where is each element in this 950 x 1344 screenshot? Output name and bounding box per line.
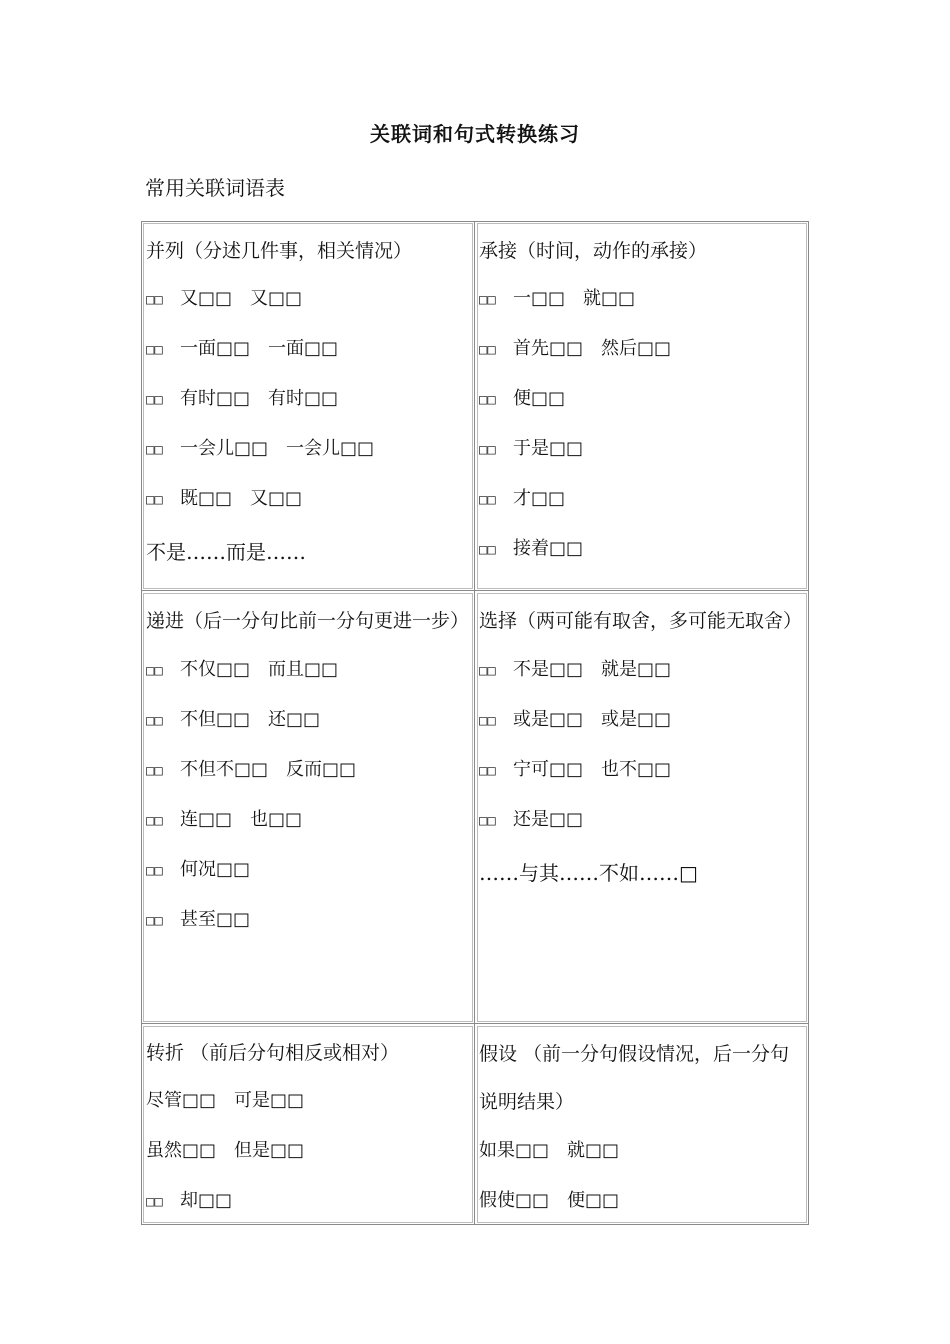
list-item: [146, 795, 471, 845]
sentence-pattern: ……与其……不如……□: [479, 861, 698, 885]
conjunction-word: 一面□□: [268, 338, 339, 359]
conjunction-word: 有时□□: [268, 388, 339, 409]
conjunction-word: 于是□□: [513, 438, 584, 459]
cell-heading: 递进（后一分句比前一分句更进一步）: [146, 610, 470, 632]
conjunction-word: 一会儿□□: [286, 438, 375, 459]
cell-heading: 并列（分述几件事，相关情况）: [146, 240, 413, 262]
conjunction-word: 尽管□□: [146, 1090, 217, 1111]
conjunction-word: 或是□□: [601, 709, 672, 730]
list-marker: □□: [146, 292, 163, 308]
conjunction-word: 虽然□□: [146, 1140, 217, 1161]
conjunction-word: 有时□□: [180, 388, 251, 409]
conjunction-word: 也不□□: [601, 759, 672, 780]
list-item: [146, 1076, 471, 1126]
list-marker: □□: [146, 1194, 163, 1210]
list-marker: □□: [479, 542, 496, 558]
conjunction-word: 便□□: [567, 1190, 620, 1211]
list-item: [479, 1176, 805, 1225]
conjunction-word: 既□□: [180, 488, 233, 509]
cell-heading: 假设 （前一分句假设情况，后一分句说明结果）: [479, 1043, 790, 1113]
list-item: [479, 795, 805, 845]
list-item: [146, 745, 471, 795]
conjunction-word: 然后□□: [601, 338, 672, 359]
conjunction-word: 不仅□□: [180, 659, 251, 680]
cell-hypothesis: [475, 1024, 809, 1225]
list-item: [146, 474, 471, 524]
conjunction-word: 还□□: [268, 709, 321, 730]
table-row: [141, 591, 809, 1024]
table-row: [141, 221, 809, 591]
conjunction-word: 就□□: [583, 288, 636, 309]
list-item: [479, 524, 805, 574]
conjunction-table: [141, 221, 809, 1225]
conjunction-word: 连□□: [180, 809, 233, 830]
conjunction-word: 不但不□□: [180, 759, 269, 780]
list-item: [479, 695, 805, 745]
conjunction-word: 就是□□: [601, 659, 672, 680]
list-marker: □□: [146, 492, 163, 508]
list-marker: □□: [146, 663, 163, 679]
cell-choice: [475, 591, 809, 1024]
conjunction-word: 可是□□: [234, 1090, 305, 1111]
conjunction-word: 但是□□: [234, 1140, 305, 1161]
list-item: [479, 374, 805, 424]
list-marker: □□: [146, 813, 163, 829]
conjunction-word: 不但□□: [180, 709, 251, 730]
cell-progressive: [141, 591, 475, 1024]
list-item: [146, 374, 471, 424]
table-caption: 常用关联词语表: [145, 176, 285, 200]
cell-contrast: [141, 1024, 475, 1225]
list-marker: □□: [146, 763, 163, 779]
page-title: 关联词和句式转换练习: [370, 122, 580, 146]
conjunction-word: 何况□□: [180, 859, 251, 880]
conjunction-word: 甚至□□: [180, 909, 251, 930]
conjunction-word: 又□□: [250, 288, 303, 309]
conjunction-word: 一面□□: [180, 338, 251, 359]
conjunction-word: 假使□□: [479, 1190, 550, 1211]
conjunction-word: 一会儿□□: [180, 438, 269, 459]
conjunction-word: 便□□: [513, 388, 566, 409]
conjunction-word: 而且□□: [268, 659, 339, 680]
conjunction-word: 反而□□: [286, 759, 357, 780]
list-item: [146, 695, 471, 745]
list-item: [479, 424, 805, 474]
cell-parallel: [141, 221, 475, 591]
list-marker: □□: [479, 442, 496, 458]
list-marker: □□: [479, 392, 496, 408]
list-item: [479, 324, 805, 374]
conjunction-word: 又□□: [250, 488, 303, 509]
list-item: [479, 1126, 805, 1176]
list-item: [146, 274, 471, 324]
list-item: [146, 845, 471, 895]
list-marker: □□: [479, 492, 496, 508]
list-marker: □□: [479, 813, 496, 829]
conjunction-word: 就□□: [567, 1140, 620, 1161]
list-marker: □□: [146, 442, 163, 458]
list-marker: □□: [479, 292, 496, 308]
list-item: [146, 1176, 471, 1225]
list-item: [146, 895, 471, 945]
cell-heading: 选择（两可能有取舍，多可能无取舍）: [479, 610, 803, 632]
list-item: [146, 645, 471, 695]
table-row: [141, 1024, 809, 1225]
list-item: [479, 745, 805, 795]
cell-heading: 转折 （前后分句相反或相对）: [146, 1042, 400, 1064]
conjunction-word: 或是□□: [513, 709, 584, 730]
sentence-pattern: 不是……而是……: [146, 540, 306, 564]
conjunction-word: 又□□: [180, 288, 233, 309]
cell-sequence: [475, 221, 809, 591]
list-marker: □□: [146, 342, 163, 358]
list-item: [146, 424, 471, 474]
conjunction-word: 接着□□: [513, 538, 584, 559]
conjunction-word: 还是□□: [513, 809, 584, 830]
list-item: [479, 474, 805, 524]
list-marker: □□: [479, 342, 496, 358]
list-marker: □□: [146, 392, 163, 408]
conjunction-word: 首先□□: [513, 338, 584, 359]
conjunction-word: 不是□□: [513, 659, 584, 680]
conjunction-word: 也□□: [250, 809, 303, 830]
list-marker: □□: [479, 763, 496, 779]
list-marker: □□: [146, 863, 163, 879]
list-marker: □□: [479, 663, 496, 679]
list-marker: □□: [146, 713, 163, 729]
list-item: [146, 324, 471, 374]
conjunction-word: 一□□: [513, 288, 566, 309]
conjunction-word: 却□□: [180, 1190, 233, 1211]
conjunction-word: 才□□: [513, 488, 566, 509]
list-marker: □□: [479, 713, 496, 729]
cell-heading: 承接（时间，动作的承接）: [479, 240, 708, 262]
conjunction-word: 如果□□: [479, 1140, 550, 1161]
list-item: [479, 274, 805, 324]
list-item: [479, 645, 805, 695]
list-marker: □□: [146, 913, 163, 929]
conjunction-word: 宁可□□: [513, 759, 584, 780]
list-item: [146, 1126, 471, 1176]
